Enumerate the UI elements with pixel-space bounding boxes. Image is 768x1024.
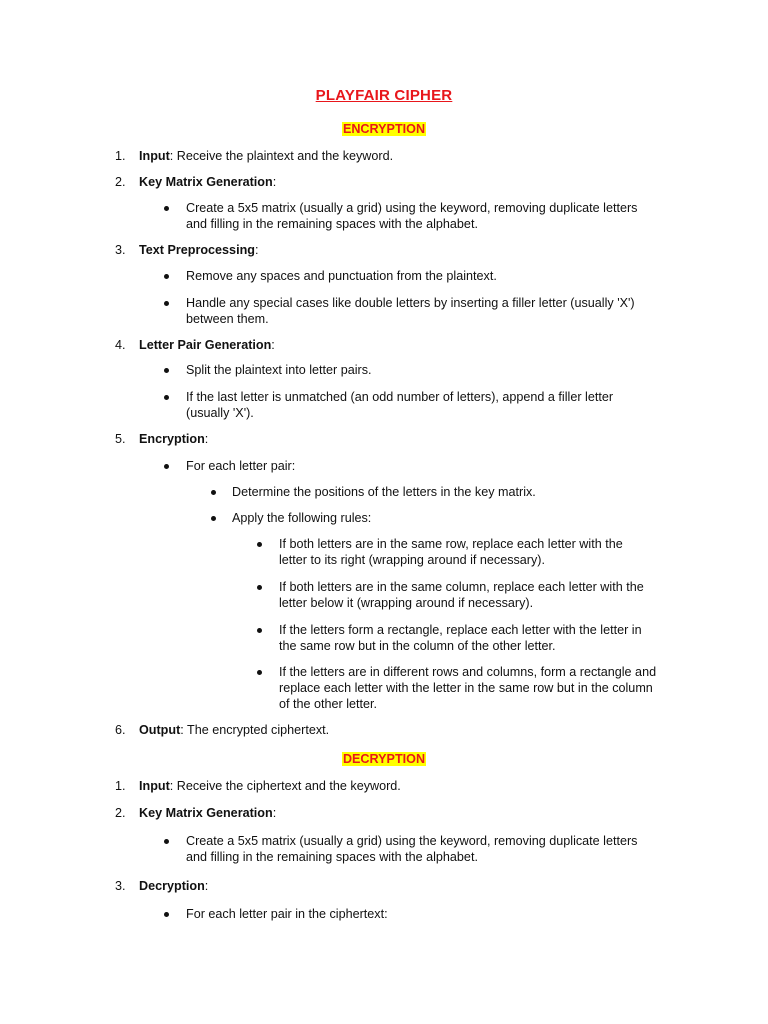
step-text: :	[272, 175, 277, 189]
dec-step-3-bullet-1	[186, 906, 388, 922]
enc-step-5-sub-bullet-1	[232, 484, 536, 500]
step-label: Input	[139, 149, 170, 163]
bullet-line: Split the plaintext into letter pairs.	[186, 363, 372, 377]
step-label: Input	[139, 779, 170, 793]
enc-step-6	[115, 722, 675, 738]
step-number: 2.	[115, 175, 126, 189]
enc-step-1	[115, 148, 675, 164]
step-text: : Receive the plaintext and the keyword.	[169, 149, 394, 163]
bullet-line: Determine the positions of the letters in the key matrix.	[232, 485, 536, 499]
bullet-icon	[164, 839, 169, 844]
bullet-line: If the last letter is unmatched (an odd number of letters), append a filler letter	[186, 390, 614, 404]
enc-rule-2	[279, 579, 644, 611]
enc-step-4-bullet-1	[186, 362, 372, 378]
step-text: :	[204, 432, 209, 446]
step-number: 6.	[115, 723, 126, 737]
bullet-icon	[257, 585, 262, 590]
bullet-line: If both letters are in the same row, replace each letter with the	[279, 537, 623, 551]
step-number: 3.	[115, 243, 126, 257]
decryption-heading	[0, 751, 768, 767]
bullet-icon	[164, 912, 169, 917]
bullet-line: If the letters form a rectangle, replace each letter with the letter in	[279, 623, 642, 637]
bullet-line: (usually 'X').	[186, 406, 254, 420]
enc-rule-1	[279, 536, 623, 568]
bullet-icon	[164, 206, 169, 211]
bullet-icon	[257, 542, 262, 547]
bullet-icon	[257, 628, 262, 633]
step-label: Encryption	[139, 432, 205, 446]
bullet-icon	[164, 301, 169, 306]
dec-step-1	[115, 778, 675, 794]
bullet-line: and filling in the remaining spaces with the alphabet.	[186, 217, 478, 231]
bullet-line: the same row but in the column of the other letter.	[279, 639, 556, 653]
step-text: :	[271, 338, 275, 352]
step-label: Key Matrix Generation	[139, 806, 273, 820]
dec-step-2-bullet-1	[186, 833, 637, 865]
step-number: 2.	[115, 806, 126, 820]
decryption-heading-text: DECRYPTION	[342, 752, 426, 766]
bullet-line: Create a 5x5 matrix (usually a grid) using the keyword, removing duplicate letters	[186, 201, 638, 215]
bullet-line: For each letter pair in the ciphertext:	[186, 907, 388, 921]
bullet-icon	[164, 395, 169, 400]
bullet-icon	[164, 274, 169, 279]
bullet-line: of the other letter.	[279, 697, 378, 711]
bullet-icon	[164, 464, 169, 469]
step-label: Text Preprocessing	[139, 243, 255, 257]
enc-step-5	[115, 431, 675, 447]
dec-step-3	[115, 878, 675, 894]
step-label: Key Matrix Generation	[139, 175, 273, 189]
bullet-line: letter below it (wrapping around if necessary).	[279, 596, 534, 610]
step-number: 3.	[115, 879, 126, 893]
enc-rule-3	[279, 622, 642, 654]
enc-step-5-bullet-1	[186, 458, 295, 474]
step-number: 1.	[115, 779, 126, 793]
bullet-line: Apply the following rules:	[232, 511, 372, 525]
enc-step-2	[115, 174, 675, 190]
step-label: Letter Pair Generation	[139, 338, 272, 352]
bullet-line: For each letter pair:	[186, 459, 296, 473]
page-title: PLAYFAIR CIPHER	[315, 87, 453, 104]
bullet-line: replace each letter with the letter in the same row but in the column	[279, 681, 653, 695]
bullet-line: letter to its right (wrapping around if necessary).	[279, 553, 545, 567]
enc-step-5-sub-bullet-2	[232, 510, 371, 526]
bullet-line: Remove any spaces and punctuation from the plaintext.	[186, 269, 497, 283]
step-text: : The encrypted ciphertext.	[180, 723, 330, 737]
bullet-icon	[211, 516, 216, 521]
bullet-icon	[211, 490, 216, 495]
step-label: Output	[139, 723, 181, 737]
enc-step-4-bullet-2	[186, 389, 613, 421]
step-number: 1.	[115, 149, 126, 163]
bullet-line: If both letters are in the same column, replace each letter with the	[279, 580, 644, 594]
step-text: :	[204, 879, 209, 893]
step-label: Decryption	[139, 879, 205, 893]
bullet-line: and filling in the remaining spaces with the alphabet.	[186, 850, 478, 864]
enc-step-3-bullet-2	[186, 295, 635, 327]
bullet-line: If the letters are in different rows and columns, form a rectangle and	[279, 665, 657, 679]
bullet-line: Handle any special cases like double letters by inserting a filler letter (usually 'X')	[186, 296, 635, 310]
dec-step-2	[115, 805, 675, 821]
bullet-icon	[257, 670, 262, 675]
enc-step-3	[115, 242, 675, 258]
bullet-line: between them.	[186, 312, 269, 326]
encryption-heading-text: ENCRYPTION	[342, 122, 426, 136]
step-text: : Receive the ciphertext and the keyword.	[169, 779, 401, 793]
enc-step-3-bullet-1	[186, 268, 497, 284]
enc-step-4	[115, 337, 675, 353]
enc-step-2-bullet-1	[186, 200, 637, 232]
encryption-heading	[0, 121, 768, 137]
step-number: 4.	[115, 338, 126, 352]
bullet-line: Create a 5x5 matrix (usually a grid) using the keyword, removing duplicate letters	[186, 834, 638, 848]
bullet-icon	[164, 368, 169, 373]
step-text: :	[254, 243, 259, 257]
step-number: 5.	[115, 432, 126, 446]
step-text: :	[272, 806, 277, 820]
enc-rule-4	[279, 664, 656, 712]
